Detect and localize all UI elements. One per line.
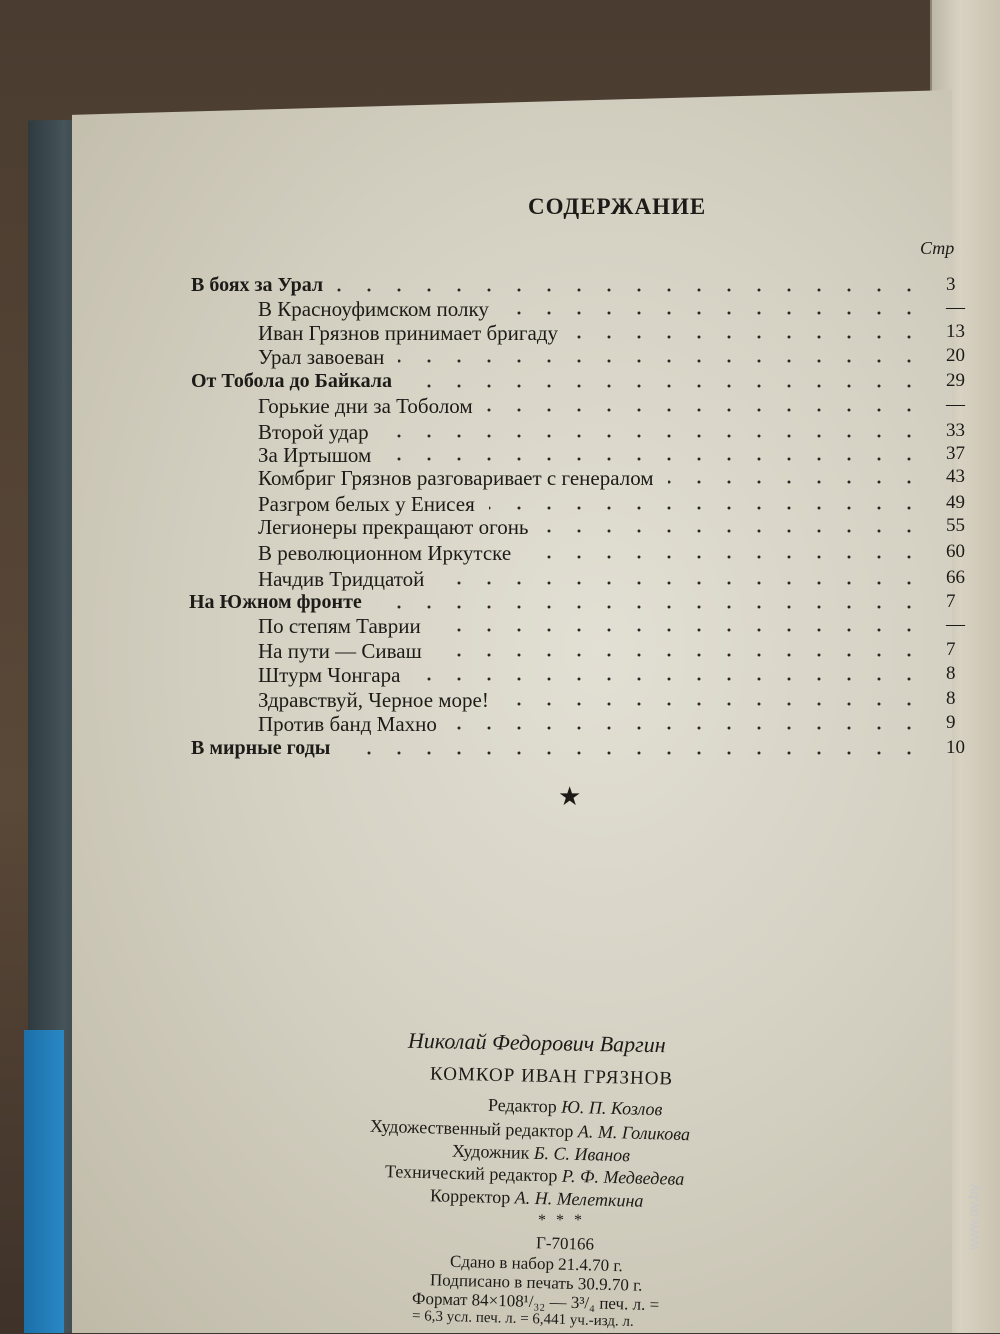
toc-chapter-entry: [258, 321, 965, 345]
toc-page-number: 60: [946, 541, 965, 562]
toc-dot-leader: [487, 408, 924, 412]
toc-chapter-entry: [258, 394, 965, 418]
toc-entry-label: В Красноуфимском полку: [258, 297, 489, 321]
toc-page-number: 37: [946, 443, 965, 464]
toc-entry-label: Против банд Махно: [258, 712, 437, 736]
toc-entry-label: Второй удар: [258, 420, 369, 444]
toc-dot-leader: [337, 288, 924, 292]
toc-page-number: 49: [946, 492, 965, 513]
credit-name: А. М. Голикова: [577, 1121, 691, 1145]
toc-title: СОДЕРЖАНИЕ: [528, 194, 707, 219]
toc-dot-leader: [451, 726, 924, 730]
toc-entry-label: На Южном фронте: [189, 591, 362, 613]
toc-chapter-entry: [258, 492, 965, 516]
publication-line: Подписано в печать 30.9.70 г.: [429, 1270, 643, 1295]
toc-entry-label: В революционном Иркутске: [258, 541, 512, 565]
credit-role: Художник: [451, 1140, 530, 1163]
toc-chapter-entry: [258, 345, 965, 369]
toc-entry-label: Здравствуй, Черное море!: [258, 688, 489, 712]
toc-dot-leader: [435, 628, 924, 632]
toc-entry-label: Горькие дни за Тоболом: [258, 394, 473, 418]
toc-dot-leader: [376, 605, 924, 609]
toc-page-number: 10: [946, 737, 965, 758]
toc-section-entry: [189, 591, 956, 615]
toc-entry-label: В мирные годы: [191, 737, 331, 759]
toc-chapter-entry: [258, 466, 965, 490]
toc-dot-leader: [503, 311, 924, 315]
toc-entry-label: За Иртышом: [258, 443, 372, 467]
toc-page-number: 55: [946, 515, 965, 536]
toc-chapter-entry: [258, 443, 965, 467]
toc-dot-leader: [385, 457, 924, 461]
publication-line: Сдано в набор 21.4.70 г.: [449, 1251, 623, 1276]
toc-dot-leader: [438, 581, 924, 585]
toc-page-number: 3: [946, 274, 956, 295]
toc-dot-leader: [344, 751, 924, 755]
toc-page-number: 29: [946, 370, 965, 391]
toc-chapter-entry: [258, 688, 956, 712]
toc-page-number: 7: [946, 639, 956, 660]
toc-chapter-entry: [258, 567, 965, 591]
toc-entry-label: В боях за Урал: [191, 274, 324, 296]
toc-dot-leader: [572, 335, 924, 339]
toc-section-entry: [191, 737, 965, 761]
site-watermark: www.ay.by: [965, 1184, 981, 1250]
toc-chapter-entry: [258, 639, 956, 663]
toc-page-number: —: [946, 297, 965, 318]
toc-entry-label: От Тобола до Байкала: [191, 370, 392, 392]
book-cover-blue-band: [24, 1030, 64, 1333]
toc-entry-label: Штурм Чонгара: [258, 663, 401, 687]
toc-chapter-entry: [258, 614, 965, 638]
toc-page-number: 66: [946, 567, 965, 588]
toc-page-number: 7: [946, 591, 956, 612]
credit-name: А. Н. Мелеткина: [514, 1187, 644, 1211]
toc-chapter-entry: [258, 420, 965, 444]
toc-page-number: 13: [946, 321, 965, 342]
credit-name: Б. С. Иванов: [533, 1142, 631, 1166]
toc-chapter-entry: [258, 297, 965, 321]
credit-role: Редактор: [487, 1094, 558, 1117]
toc-page-number: —: [946, 394, 965, 415]
toc-chapter-entry: [258, 515, 965, 539]
page-column-label: Стр: [920, 238, 955, 258]
toc-dot-leader: [503, 702, 924, 706]
book-title: КОМКОР ИВАН ГРЯЗНОВ: [429, 1063, 674, 1090]
toc-dot-leader: [436, 653, 924, 657]
toc-page-number: 8: [946, 663, 956, 684]
toc-entry-label: Иван Грязнов принимает бригаду: [258, 321, 558, 345]
credit-name: Ю. П. Козлов: [561, 1096, 663, 1120]
publication-line: Формат 84×108¹/₃₂ — 3³/₄ печ. л. =: [411, 1288, 660, 1315]
publication-line: = 6,3 усл. печ. л. = 6,441 уч.-изд. л.: [411, 1308, 634, 1330]
toc-page-number: 9: [946, 712, 956, 733]
toc-page-number: 43: [946, 466, 965, 487]
toc-dot-leader: [525, 555, 924, 559]
toc-entry-label: Легионеры прекращают огонь: [258, 515, 529, 539]
toc-entry-label: Разгром белых у Енисея: [258, 492, 475, 516]
toc-chapter-entry: [258, 541, 965, 565]
credit-role: Художественный редактор: [369, 1115, 574, 1142]
toc-dot-leader: [414, 677, 924, 681]
toc-chapter-entry: [258, 663, 956, 687]
author-name: Николай Федорович Варгин: [407, 1027, 666, 1058]
toc-page-number: 8: [946, 688, 956, 709]
toc-dot-leader: [489, 506, 924, 510]
toc-page-number: 20: [946, 345, 965, 366]
imprint-separator: * * *: [538, 1212, 585, 1229]
toc-dot-leader: [406, 384, 924, 388]
toc-entry-label: Комбриг Грязнов разговаривает с генералом: [258, 466, 654, 490]
toc-dot-leader: [668, 480, 924, 484]
toc-dot-leader: [398, 359, 924, 363]
toc-entry-label: На пути — Сиваш: [258, 639, 422, 663]
toc-dot-leader: [383, 434, 924, 438]
publication-line: Г-70166: [535, 1233, 595, 1254]
credit-role: Технический редактор: [384, 1161, 558, 1186]
toc-page-number: —: [946, 614, 965, 635]
toc-dot-leader: [543, 529, 924, 533]
toc-entry-label: По степям Таврии: [258, 614, 421, 638]
toc-page-number: 33: [946, 420, 965, 441]
toc-chapter-entry: [258, 712, 956, 736]
star-ornament: ★: [558, 782, 582, 811]
toc-entry-label: Урал завоеван: [258, 345, 385, 369]
toc-section-entry: [191, 370, 965, 394]
credit-role: Корректор: [429, 1185, 511, 1208]
credit-name: Р. Ф. Медведева: [561, 1165, 685, 1189]
toc-entry-label: Начдив Тридцатой: [258, 567, 425, 591]
toc-section-entry: [191, 274, 956, 298]
